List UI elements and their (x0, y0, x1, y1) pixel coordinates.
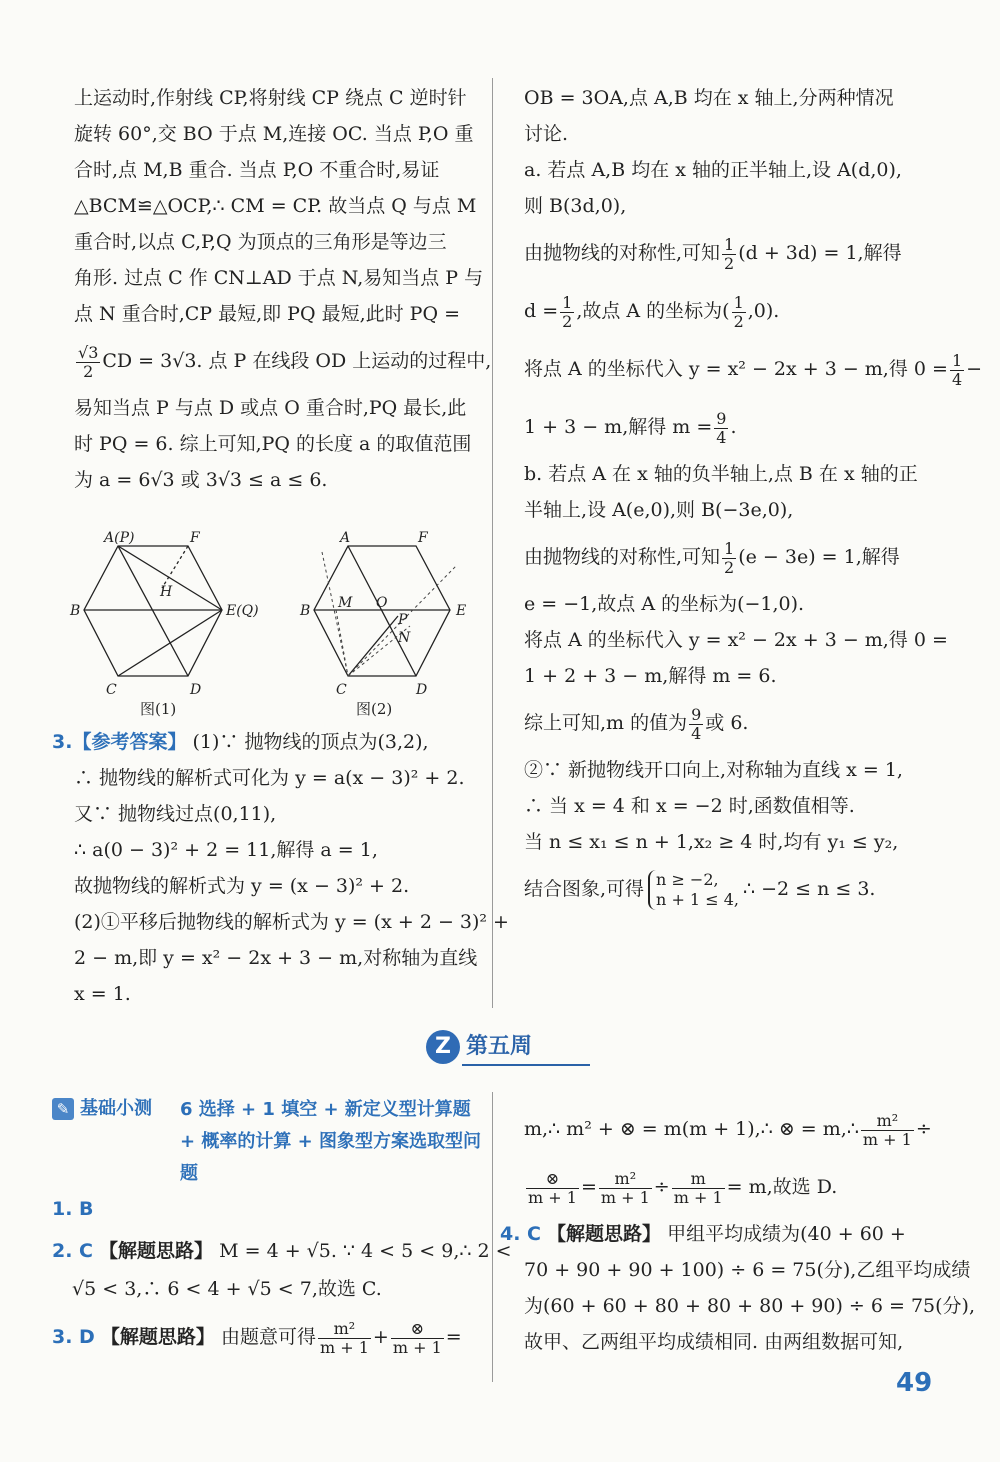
figure-2-caption: 图(2) (356, 700, 393, 718)
fraction: $\frac{\text{m²}}{m + 1}$ (600, 1168, 650, 1207)
figure-1-caption: 图(1) (140, 700, 177, 718)
text-line: ∴ 当 x = 4 和 x = −2 时,函数值相等. (524, 795, 855, 817)
question-3-answer (52, 724, 509, 1012)
label-A: A (340, 530, 351, 546)
label-O: O (376, 595, 388, 611)
text-line: 1 + 3 − m,解得 m = $\frac{9}{4}$ . (524, 408, 737, 447)
fraction: $\frac{9}{4}$ (691, 704, 702, 743)
text-line: OB = 3OA,点 A,B 均在 x 轴上,分两种情况 (524, 87, 894, 109)
label-P: P (398, 612, 408, 628)
fraction: $\frac{1}{2}$ (733, 292, 744, 331)
fraction: $\frac{1}{2}$ (562, 292, 573, 331)
text-line: ∴ 抛物线的解析式可化为 y = a(x − 3)² + 2. (74, 767, 465, 789)
text-line: m,∴ m² + ⊗ = m(m + 1),∴ ⊗ = m,∴ $\frac{\text{m²}}{m + 1}$ ÷ (524, 1110, 932, 1149)
text-line: 易知当点 P 与点 D 或点 O 重合时,PQ 最长,此 (74, 397, 467, 419)
segment (118, 546, 188, 676)
text-line: 又∵ 抛物线过点(0,11), (74, 803, 277, 825)
text-line: d = $\frac{1}{2}$ ,故点 A 的坐标为( $\frac{1}{2}$ ,0). (524, 292, 780, 331)
label-A-P: A(P) (104, 530, 135, 546)
label-F: F (190, 530, 200, 546)
text-line: 为 a = 6√3 或 3√3 ≤ a ≤ 6. (74, 469, 328, 491)
text-line: 重合时,以点 C,P,Q 为顶点的三角形是等边三 (74, 231, 447, 253)
text-line: 70 + 90 + 90 + 100) ÷ 6 = 75(分),乙组平均成绩 (524, 1259, 971, 1281)
label-E-Q: E(Q) (226, 603, 259, 619)
fraction: $\frac{\otimes}{m + 1}$ (392, 1318, 442, 1357)
page-number: 49 (896, 1368, 933, 1398)
text-line: 为(60 + 60 + 80 + 80 + 80 + 90) ÷ 6 = 75(分), (524, 1295, 976, 1317)
fraction: $\frac{\text{m²}}{m + 1}$ (319, 1318, 369, 1357)
system-of-inequalities: n ≥ −2, n + 1 ≤ 4, (648, 870, 739, 910)
basic-test-description: 6 选择 + 1 填空 + 新定义型计算题 + 概率的计算 + 图象型方案选取型问题 (180, 1099, 481, 1184)
text-line: $\frac{\otimes}{m + 1}$ = $\frac{\text{m²}}{m + 1}$ ÷ $\frac{m}{m + 1}$ = m,故选 D. (528, 1168, 838, 1207)
text-line: ∴ a(0 − 3)² + 2 = 11,解得 a = 1, (74, 839, 378, 861)
label-B: B (70, 603, 81, 619)
question-number: 3. (52, 731, 73, 753)
text-line: 半轴上,设 A(e,0),则 B(−3e,0), (524, 499, 794, 521)
text-line: a. 若点 A,B 均在 x 轴的正半轴上,设 A(d,0), (524, 159, 902, 181)
text-line: 角形. 过点 C 作 CN⊥AD 于点 N,易知当点 P 与 (74, 267, 484, 289)
text-line: 由抛物线的对称性,可知 $\frac{1}{2}$ (e − 3e) = 1,解得 (524, 538, 900, 577)
text-line: √5 < 3,∴ 6 < 4 + √5 < 7,故选 C. (72, 1278, 382, 1300)
text-line: 时 PQ = 6. 综上可知,PQ 的长度 a 的取值范围 (74, 433, 472, 455)
text-line: 旋转 60°,交 BO 于点 M,连接 OC. 当点 P,O 重 (74, 123, 474, 145)
text-line: e = −1,故点 A 的坐标为(−1,0). (524, 593, 805, 615)
fraction: $\frac{1}{2}$ (724, 538, 735, 577)
geometry-figures (66, 530, 486, 720)
label-B: B (300, 603, 311, 619)
text-line: x = 1. (74, 983, 131, 1005)
fraction: $\frac{1}{2}$ (724, 234, 735, 273)
label-D: D (190, 682, 202, 698)
fraction: $\frac{1}{4}$ (951, 350, 963, 389)
label-M: M (338, 595, 353, 611)
week-underline (462, 1064, 590, 1066)
label-D: D (416, 682, 428, 698)
right-column-top (524, 80, 983, 918)
text-line: 合时,点 M,B 重合. 当点 P,O 不重合时,易证 (74, 159, 440, 181)
text-line: b. 若点 A 在 x 轴的负半轴上,点 B 在 x 轴的正 (524, 463, 918, 485)
label-E: E (456, 603, 467, 619)
text-line: 当 n ≤ x₁ ≤ n + 1,x₂ ≥ 4 时,均有 y₁ ≤ y₂, (524, 831, 899, 853)
text-line: 故抛物线的解析式为 y = (x − 3)² + 2. (74, 875, 410, 897)
answer-3: 3. D 【解题思路】 由题意可得 $\frac{\text{m²}}{m + 1}$ + $\frac{\otimes}{m + 1}$ = (52, 1318, 462, 1357)
text-line: 将点 A 的坐标代入 y = x² − 2x + 3 − m,得 0 = (524, 629, 948, 651)
label-H: H (160, 584, 173, 600)
column-divider (492, 1092, 493, 1382)
answer-2: 2. C 【解题思路】 M = 4 + √5. ∵ 4 < 5 < 9,∴ 2 < (52, 1240, 512, 1262)
answer-1: 1. B (52, 1198, 94, 1220)
text-line: 结合图象,可得 n ≥ −2, n + 1 ≤ 4, ∴ −2 ≤ n ≤ 3. (524, 870, 876, 909)
figure-1 (84, 546, 222, 676)
label-C: C (336, 682, 347, 698)
segment (118, 546, 222, 610)
text-line: 上运动时,作射线 CP,将射线 CP 绕点 C 逆时针 (74, 87, 467, 109)
text-line: 故甲、乙两组平均成绩相同. 由两组数据可知, (524, 1331, 904, 1353)
text-line: 1 + 2 + 3 − m,解得 m = 6. (524, 665, 777, 687)
left-column-bottom (52, 1190, 512, 1366)
label-N: N (398, 630, 411, 646)
text-line: 2 − m,即 y = x² − 2x + 3 − m,对称轴为直线 (74, 947, 478, 969)
label-C: C (106, 682, 117, 698)
text-line: △BCM≌△OCP,∴ CM = CP. 故当点 Q 与点 M (74, 195, 477, 217)
column-divider (492, 78, 493, 1008)
answer-4: 4. C 【解题思路】 甲组平均成绩为(40 + 60 + (500, 1223, 906, 1245)
fraction: $\frac{\otimes}{m + 1}$ (528, 1168, 577, 1207)
basic-test-title: 基础小测 (80, 1098, 152, 1119)
week-badge-icon: Z (426, 1030, 460, 1064)
text-line: 将点 A 的坐标代入 y = x² − 2x + 3 − m,得 0 = $\frac{1}{4}$ − (524, 350, 983, 389)
segment (348, 616, 398, 676)
text-line: 综上可知,m 的值为 $\frac{9}{4}$ 或 6. (524, 704, 749, 743)
fraction: $\frac{9}{4}$ (716, 408, 727, 447)
text-line: 点 N 重合时,CP 最短,即 PQ 最短,此时 PQ = (74, 303, 460, 325)
segment (118, 610, 222, 676)
figure-2-dashed (322, 552, 456, 676)
segment (348, 546, 416, 676)
right-column-bottom (500, 1100, 976, 1360)
hexagon-figures-svg (66, 530, 486, 720)
fraction: $\frac{m}{m + 1}$ (673, 1168, 723, 1207)
pencil-icon: ✎ (52, 1098, 74, 1120)
text-line: $\frac{√3}{2}$ CD = 3√3. 点 P 在线段 OD 上运动的过程中, (78, 342, 492, 381)
left-column-top (74, 80, 492, 498)
text-line: 则 B(3d,0), (524, 195, 627, 217)
text-line: 由抛物线的对称性,可知 $\frac{1}{2}$ (d + 3d) = 1,解得 (524, 234, 902, 273)
fraction: $\frac{\text{m²}}{m + 1}$ (862, 1110, 912, 1149)
answer-tag: 【参考答案】 (72, 731, 187, 753)
text-line: ②∵ 新抛物线开口向上,对称轴为直线 x = 1, (524, 759, 903, 781)
text-line: (2)①平移后抛物线的解析式为 y = (x + 2 − 3)² + (74, 911, 509, 933)
text-line: 3.【参考答案】 (1)∵ 抛物线的顶点为(3,2), (52, 731, 429, 753)
week-title: 第五周 (466, 1034, 533, 1059)
label-F: F (418, 530, 428, 546)
text-line: 讨论. (524, 123, 569, 145)
fraction: $\frac{√3}{2}$ (78, 342, 99, 381)
